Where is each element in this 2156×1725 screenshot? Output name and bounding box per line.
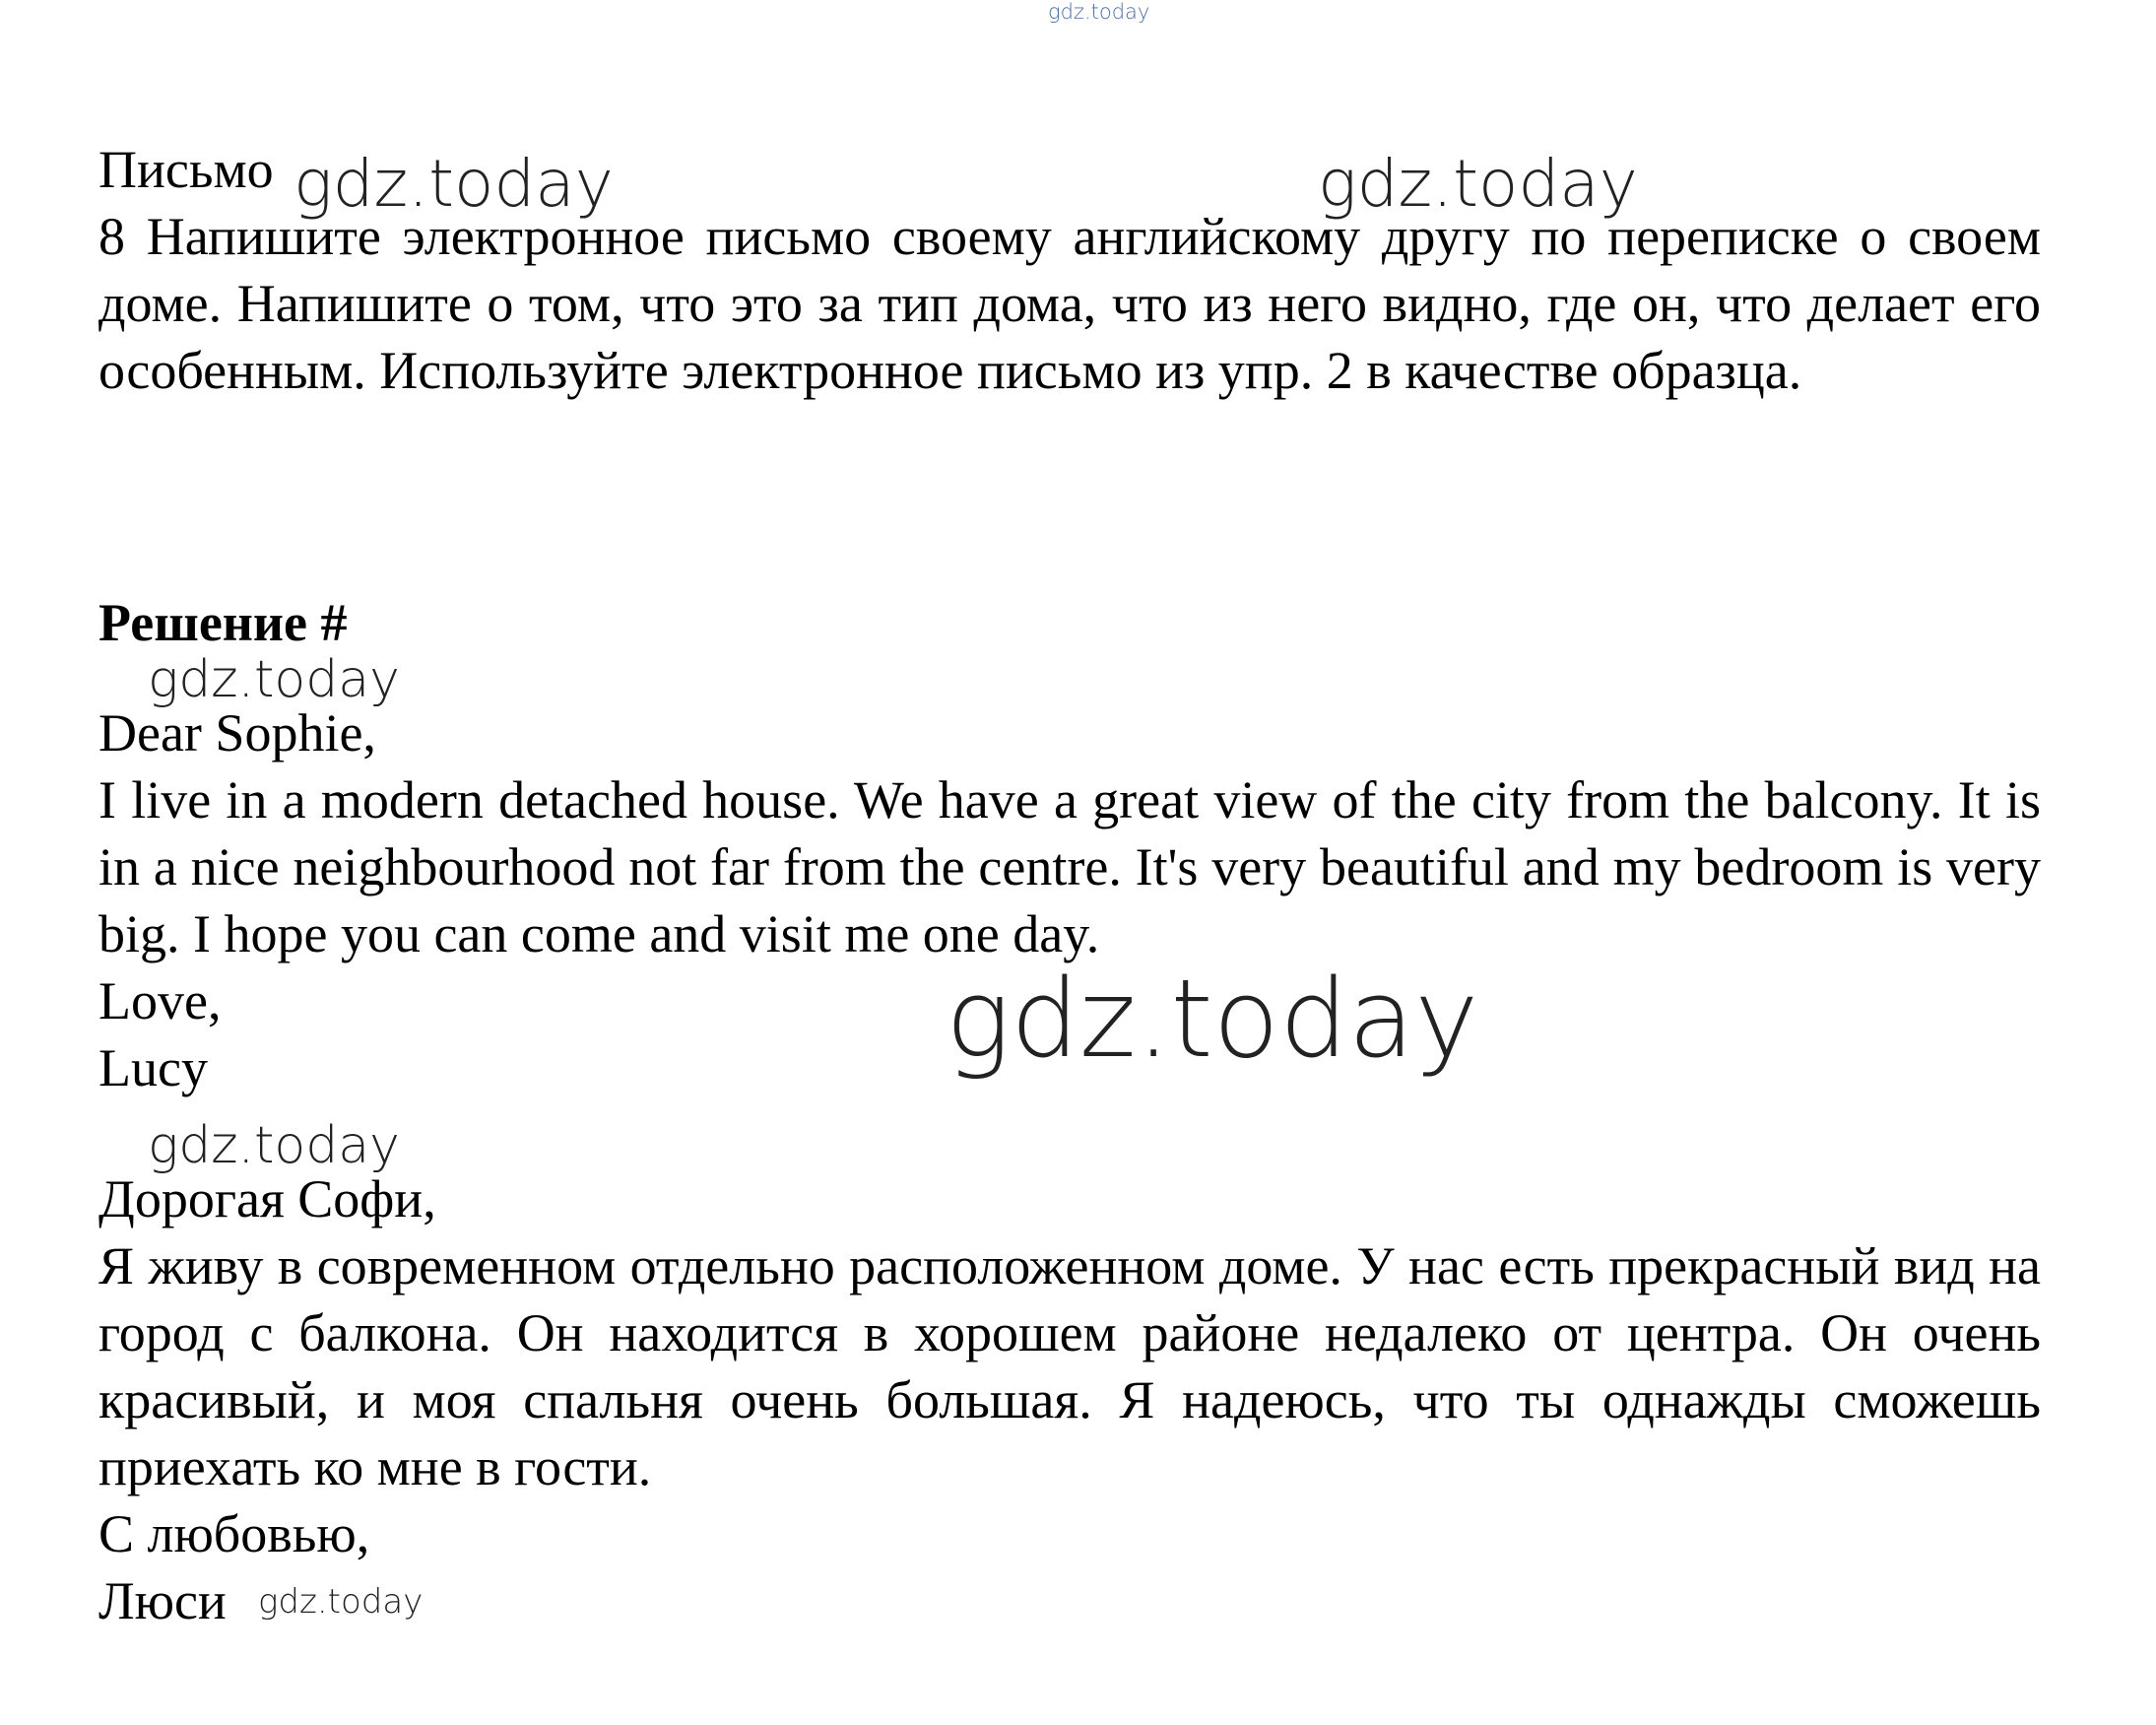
watermark-large: gdz.today bbox=[946, 956, 1479, 1082]
russian-body: Я живу в современном отдельно расположенном доме. У нас есть прекрасный вид на город с балкона. Он находится в хорошем районе недалеко от центра. Он очень красивый, и моя спальня очень большая. Я надеюсь, что ты однажды сможешь приехать ко мне в гости. bbox=[98, 1236, 2041, 1496]
watermark-top: gdz.today bbox=[1048, 0, 1150, 24]
russian-closing: С любовью, bbox=[98, 1504, 370, 1563]
watermark-small-2: gdz.today bbox=[148, 1116, 400, 1175]
english-greeting: Dear Sophie, bbox=[98, 703, 376, 763]
russian-greeting: Дорогая Софи, bbox=[98, 1169, 436, 1228]
watermark-small-3: gdz.today bbox=[258, 1582, 424, 1622]
task-text: 8 Напишите электронное письмо своему английскому другу по переписке о своем доме. Напишите о том, что это за тип дома, что из него видно, где он, что делает его особенным. Используйте электронное письмо из упр. 2 в качестве образца. bbox=[98, 207, 2041, 400]
russian-signature: Люси bbox=[98, 1571, 227, 1630]
english-signature: Lucy bbox=[98, 1038, 208, 1097]
solution-heading: Решение # bbox=[98, 593, 348, 652]
english-body: I live in a modern detached house. We have a great view of the city from the balcony. It is in a nice neighbourhood not far from the centre. It's very beautiful and my bedroom is very big. I hope you can come and visit me one day. bbox=[98, 770, 2041, 963]
watermark-header-left: gdz.today bbox=[294, 146, 614, 222]
watermark-header-right: gdz.today bbox=[1318, 146, 1638, 222]
english-closing: Love, bbox=[98, 971, 222, 1030]
watermark-small-1: gdz.today bbox=[148, 650, 400, 709]
section-label: Письмо bbox=[98, 140, 274, 199]
